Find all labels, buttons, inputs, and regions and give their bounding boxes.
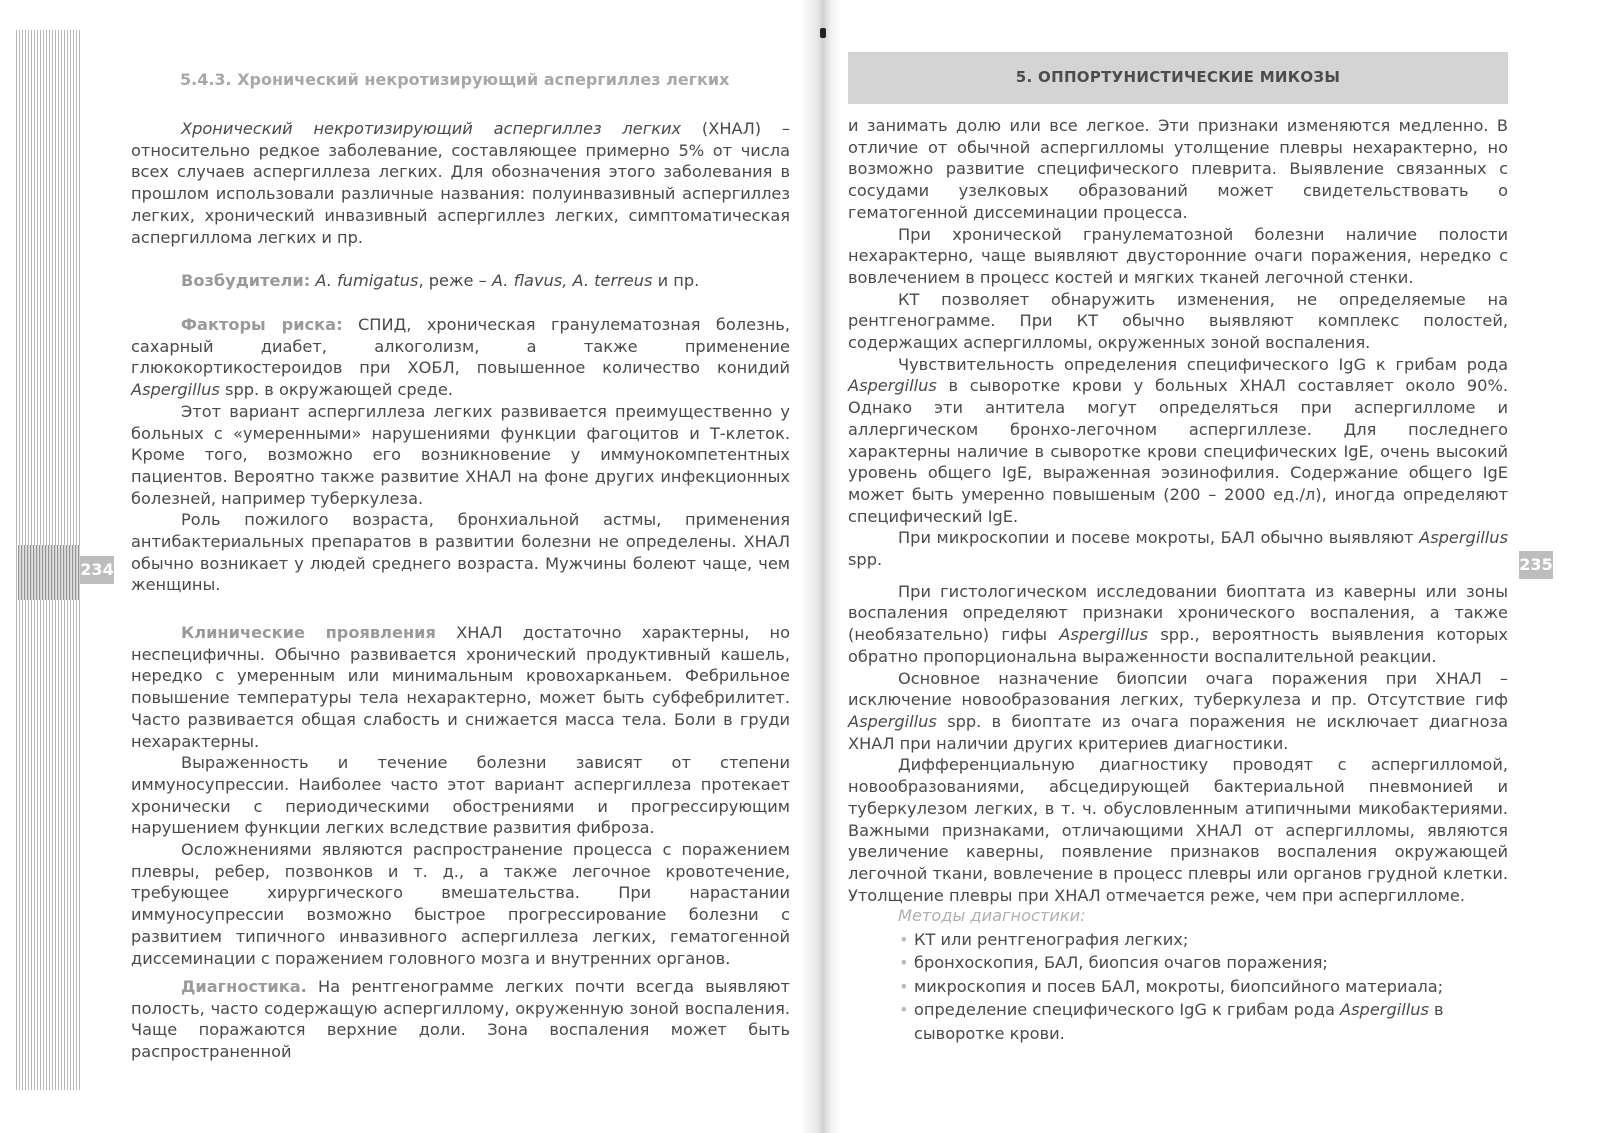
text-run: в сыворотке крови у больных ХНАЛ составляет около 90%. Однако эти антитела могут определяться при аспергилломе и аллергическом бронхо-легочном аспергиллезе. Для последнего характерны наличие в сыворотке крови специфических IgE, очень высокий уровень общего IgE, выраженная эозинофилия. Содержание общего IgE может быть умеренно повышеным (200 – 2000 ед./л), иногда определяют специфический IgE. bbox=[848, 376, 1508, 526]
italic-term: A. flavus, A. terreus bbox=[491, 271, 653, 290]
differential-paragraph: Дифференциальную диагностику проводят с аспергилломой, новообразованиями, абсцедирующей бактериальной пневмонией и туберкулезом легких, в т. ч. обусловленным атипичными микобактериями. Важными признаками, отличающими ХНАЛ от аспергилломы, являются увеличение каверны, появление признаков воспаления окружающей легочной ткани, вовлечение в процесс плевры или органов грудной клетки. Утолщение плевры при ХНАЛ отмечается реже, чем при аспергилломе. bbox=[848, 755, 1508, 905]
clinical-label: Клинические проявления bbox=[181, 623, 436, 642]
italic-term: Хронический некротизирующий аспергиллез легких bbox=[181, 119, 682, 138]
italic-term: Aspergillus bbox=[848, 711, 937, 731]
italic-term: Aspergillus bbox=[1419, 528, 1508, 548]
risk-paragraph bbox=[131, 314, 790, 596]
sensitivity-paragraph bbox=[848, 354, 1508, 528]
italic-term: Aspergillus bbox=[1340, 1000, 1429, 1019]
diagnostics-text: На рентгенограмме легких почти всегда выявляют полость, часто содержащую аспергиллому, окруженную зоной воспаления. Чаще поражаются верхние доли. Зона воспаления может быть распространенной bbox=[131, 977, 790, 1062]
text-run: spp. в окружающей среде. bbox=[219, 380, 453, 400]
text-run: в сыворотке крови. bbox=[914, 1000, 1444, 1043]
histology-paragraph bbox=[848, 581, 1508, 668]
clinical-block bbox=[131, 622, 790, 969]
text-run: КТ или рентгенография легких; bbox=[914, 929, 1189, 949]
text-run: spp. в биоптате из очага поражения не исключает диагноза ХНАЛ при наличии других критериев диагностики. bbox=[848, 711, 1508, 753]
italic-term: A. fumigatus bbox=[310, 271, 419, 290]
right-text-column bbox=[848, 115, 1508, 906]
section-title: 5.4.3. Хронический некротизирующий аспергиллез легких bbox=[180, 70, 730, 89]
page-number-left: 234 bbox=[80, 556, 114, 584]
intro-text bbox=[131, 118, 790, 248]
ct-paragraph: КТ позволяет обнаружить изменения, не определяемые на рентгенограмме. При КТ обычно выявляют комплекс полостей, содержащих аспергилломы, окруженных зоной воспаления. bbox=[848, 289, 1508, 353]
methods-list-item bbox=[898, 975, 1518, 999]
text-run: определение специфического IgG к грибам рода bbox=[914, 1000, 1341, 1019]
diagnostics-paragraph bbox=[131, 976, 790, 1063]
clinical-text: ХНАЛ достаточно характерны, но неспецифичны. Обычно развивается хронический продуктивный кашель, нередко с умеренным или минимальным кровохарканьем. Фебрильное повышение температуры тела нехарактерно, может быть субфебрилитет. Часто развивается общая слабость и снижается масса тела. Боли в груди нехарактерны. bbox=[131, 623, 791, 751]
right-page bbox=[830, 0, 1600, 1133]
complications-paragraph: Осложнениями являются распространение процесса с поражением плевры, ребер, позвонков и т. д., а также легочное кровотечение, требующее хирургического вмешательства. При нарастании иммуносупрессии возможно быстрое прогрессирование болезни с развитием типичного инвазивного аспергиллеза легких, гематогенной диссеминации с поражением головного мозга и внутренних органов. bbox=[131, 840, 790, 968]
text-run: бронхоскопия, БАЛ, биопсия очагов поражения; bbox=[914, 953, 1328, 972]
text-run: При гистологическом исследовании биоптата из каверны или зоны воспаления определяют признаки хронического воспаления, а также (необязательно) гифы bbox=[848, 581, 1508, 645]
bookmark-ribbon bbox=[820, 28, 826, 38]
chapter-header bbox=[848, 52, 1508, 104]
text-run: Основное назначение биопсии очага поражения при ХНАЛ – исключение новообразования легких, туберкулеза и пр. Отсутствие гиф bbox=[848, 668, 1508, 710]
methods-list-item bbox=[898, 928, 1518, 952]
page-number-right: 235 bbox=[1519, 551, 1553, 579]
methods-list-item bbox=[898, 951, 1518, 975]
risk-label: Факторы риска: bbox=[181, 315, 343, 334]
granulomatous-paragraph: При хронической гранулематозной болезни наличие полости нехарактерно, чаще выявляют двусторонние очаги поражения, нередко с вовлечением в процесс костей и мягких тканей легочной стенки. bbox=[848, 224, 1508, 287]
continuation-paragraph: и занимать долю или все легкое. Эти признаки изменяются медленно. В отличие от обычной аспергилломы утолщение плевры нехарактерно, но возможно развитие специфического плеврита. Выявление связанных с сосудами узелковых образований может свидетельствовать о гематогенной диссеминации процесса. bbox=[848, 116, 1508, 222]
pathogens-paragraph bbox=[131, 270, 790, 292]
methods-list bbox=[898, 928, 1518, 1046]
course-paragraph: Выраженность и течение болезни зависят от степени иммуносупрессии. Наиболее часто этот вариант аспергиллеза протекает хронически с периодическими обострениями и прогрессирующим нарушением функции легких вследствие развития фиброза. bbox=[131, 753, 790, 838]
text-run: (ХНАЛ) – относительно редкое заболевание, составляющее примерно 5% от числа всех случаев аспергиллеза легких. Для обозначения этого заболевания в прошлом использовали различные названия: полуинвазивный аспергиллез легких, хронический инвазивный аспергиллез легких, симптоматическая аспергиллома легких и пр. bbox=[131, 119, 790, 247]
text-run: Чувствительность определения специфического IgG к грибам рода bbox=[898, 354, 1508, 374]
age-paragraph: Роль пожилого возраста, бронхиальной астмы, применения антибактериальных препаратов в развитии болезни не определены. ХНАЛ обычно возникает у людей среднего возраста. Мужчины болеют чаще, чем женщины. bbox=[131, 510, 790, 595]
italic-term: Aspergillus bbox=[131, 380, 220, 400]
methods-block bbox=[898, 904, 1518, 1045]
italic-term: Aspergillus bbox=[848, 376, 937, 396]
pathogens-label: Возбудители: bbox=[181, 271, 311, 290]
italic-term: Aspergillus bbox=[1059, 625, 1149, 645]
text-run: При микроскопии и посеве мокроты, БАЛ обычно выявляют bbox=[898, 528, 1420, 548]
text-run: микроскопия и посев БАЛ, мокроты, биопсийного материала; bbox=[914, 976, 1444, 996]
pathogens-text bbox=[310, 271, 699, 290]
methods-list-item bbox=[898, 998, 1518, 1045]
methods-title: Методы диагностики: bbox=[898, 906, 1086, 925]
text-run: spp., вероятность выявления которых обратно пропорциональна выраженности воспалительной реакции. bbox=[848, 625, 1508, 666]
text-run: и пр. bbox=[652, 271, 700, 290]
variant-paragraph: Этот вариант аспергиллеза легких развивается преимущественно у больных с «умеренными» нарушениями функции фагоцитов и Т-клеток. Кроме того, возможно его возникновение у иммунокомпетентных пациентов. Вероятно также развитие ХНАЛ на фоне других инфекционных болезней, например туберкулеза. bbox=[131, 401, 790, 508]
chapter-header-title: 5. ОППОРТУНИСТИЧЕСКИЕ МИКОЗЫ bbox=[1015, 68, 1341, 86]
intro-paragraph bbox=[131, 118, 790, 248]
microscopy-paragraph bbox=[848, 527, 1508, 570]
text-run: СПИД, хроническая гранулематозная болезнь, сахарный диабет, алкоголизм, а также применение глюкокортикостероидов при ХОБЛ, повышенное количество конидий bbox=[131, 315, 790, 378]
text-run: , реже – bbox=[418, 271, 492, 290]
diagnostics-label: Диагностика. bbox=[181, 977, 307, 996]
biopsy-paragraph bbox=[848, 668, 1508, 755]
text-run: spp. bbox=[848, 550, 883, 570]
